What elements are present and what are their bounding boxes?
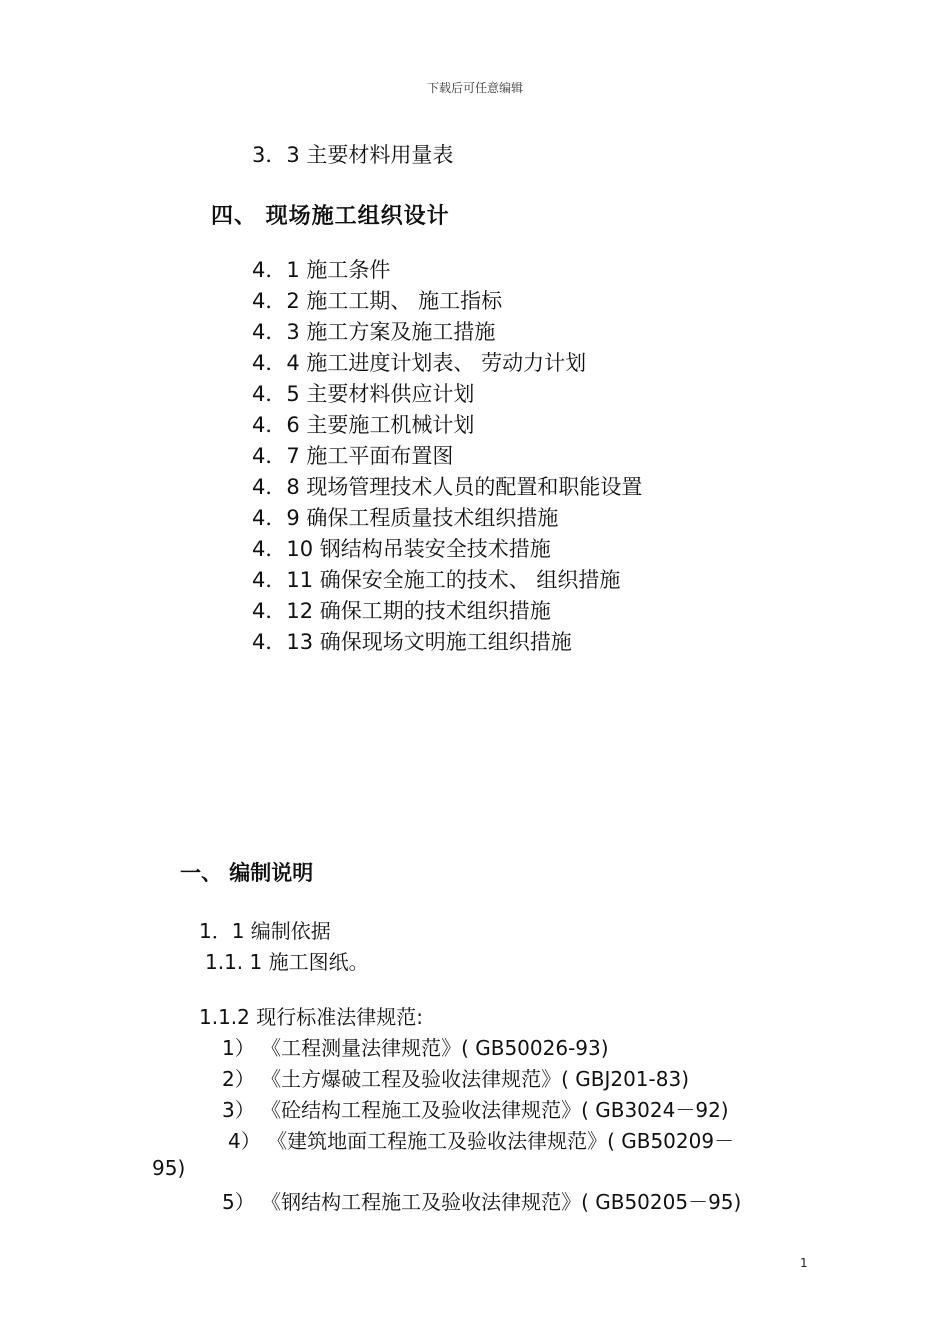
section-1-heading: 一、 编制说明 [180, 861, 314, 885]
section-4-heading: 四、 现场施工组织设计 [211, 204, 450, 229]
toc-item: 4．12 确保工期的技术组织措施 [252, 599, 551, 623]
toc-item: 4．13 确保现场文明施工组织措施 [252, 630, 572, 654]
toc-item: 4．4 施工进度计划表、 劳动力计划 [252, 351, 587, 375]
page-number: 1 [800, 1256, 808, 1270]
toc-item: 4．2 施工工期、 施工指标 [252, 289, 503, 313]
toc-item: 4．8 现场管理技术人员的配置和职能设置 [252, 475, 643, 499]
norm-item: 4） 《建筑地面工程施工及验收法律规范》( GB50209－ [228, 1129, 735, 1153]
page-header: 下载后可任意编辑 [426, 81, 523, 95]
section-4-toc-list [252, 255, 642, 658]
norm-item-continuation: 95) [152, 1156, 186, 1180]
norm-item: 3） 《砼结构工程施工及验收法律规范》( GB3024－92) [222, 1098, 729, 1122]
norm-item: 5） 《钢结构工程施工及验收法律规范》( GB50205－95) [222, 1190, 742, 1214]
toc-item: 4．5 主要材料供应计划 [252, 382, 475, 406]
toc-item: 4．1 施工条件 [252, 258, 391, 282]
subheading-1-1: 1．1 编制依据 [199, 919, 331, 943]
toc-item: 4．3 施工方案及施工措施 [252, 320, 496, 344]
norm-item: 1） 《工程测量法律规范》( GB50026-93) [222, 1036, 609, 1060]
toc-item: 4．7 施工平面布置图 [252, 444, 454, 468]
subheading-1-1-2: 1.1.2 现行标准法律规范: [199, 1005, 423, 1029]
toc-item: 4．11 确保安全施工的技术、 组织措施 [252, 568, 621, 592]
toc-item: 4．9 确保工程质量技术组织措施 [252, 506, 559, 530]
toc-item: 4．6 主要施工机械计划 [252, 413, 475, 437]
norm-item: 2） 《土方爆破工程及验收法律规范》( GBJ201-83) [222, 1067, 690, 1091]
subheading-1-1-1: 1.1. 1 施工图纸。 [205, 950, 369, 974]
toc-item-3-3: 3．3 主要材料用量表 [252, 143, 454, 167]
toc-item: 4．10 钢结构吊装安全技术措施 [252, 537, 551, 561]
